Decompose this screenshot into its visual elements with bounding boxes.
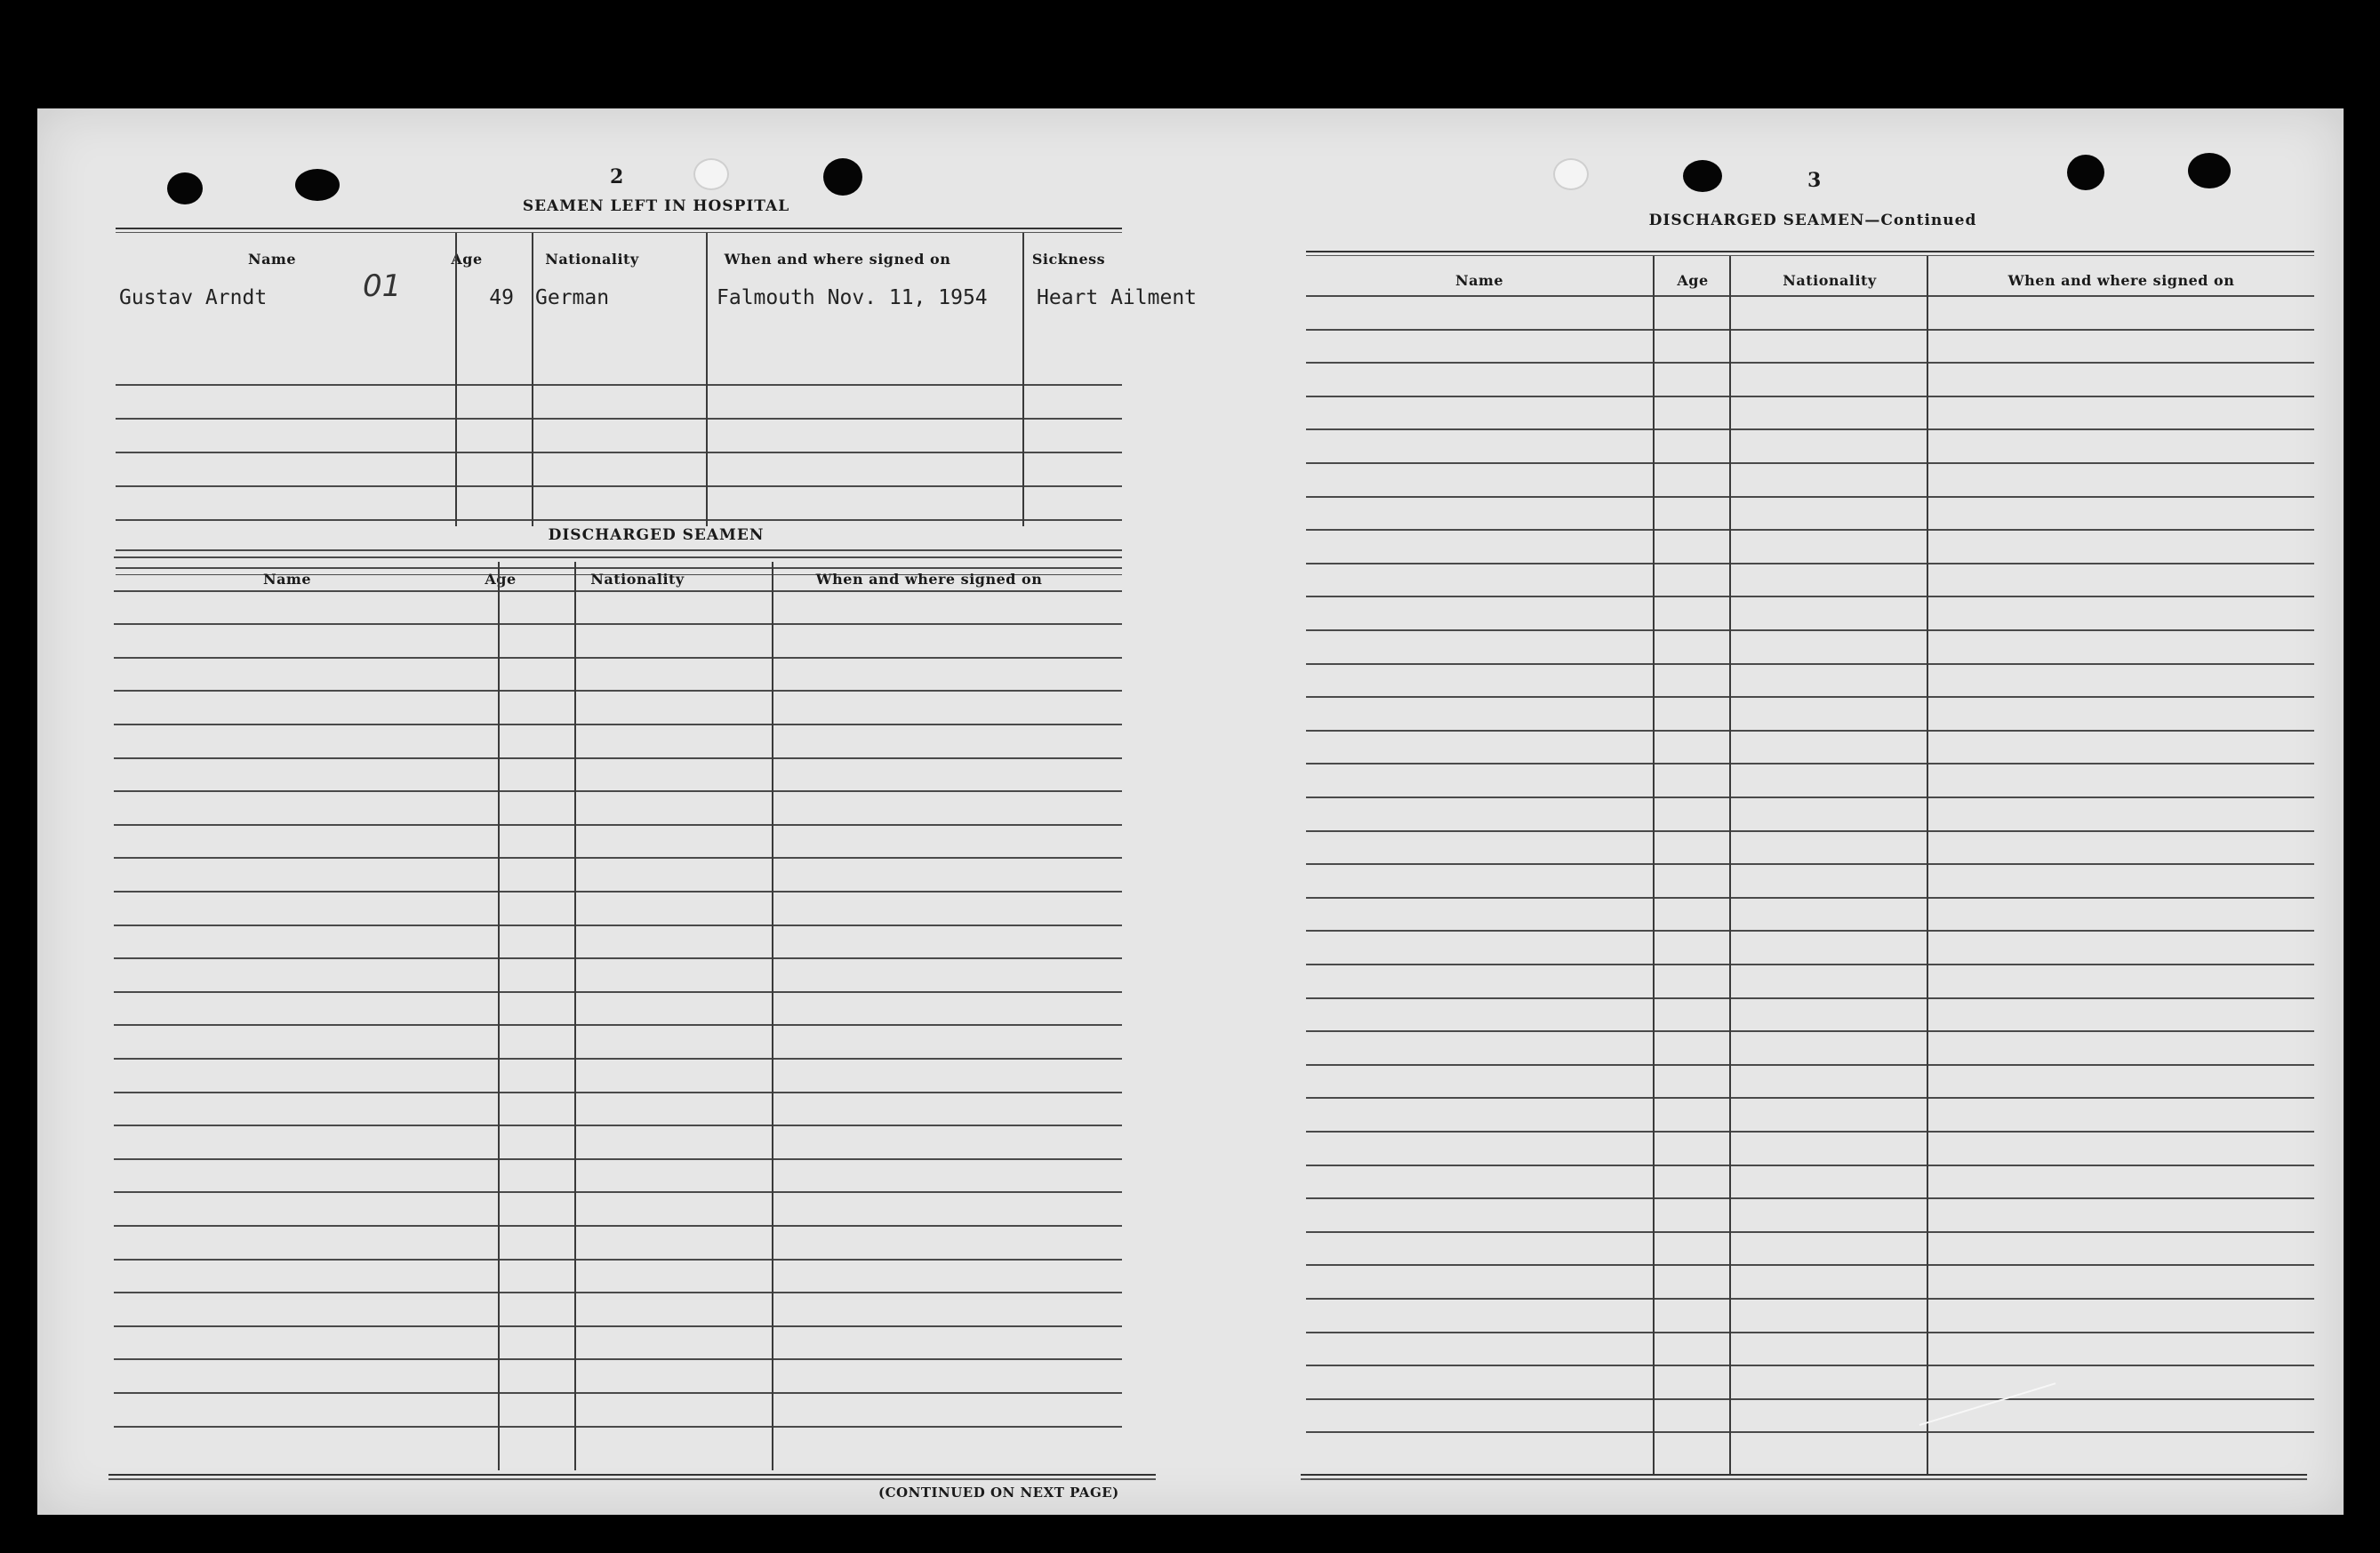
table-top-rule xyxy=(1306,251,2314,256)
row-rule xyxy=(116,452,1122,453)
continued-footer: (CONTINUED ON NEXT PAGE) xyxy=(878,1485,1119,1501)
column-divider xyxy=(1927,256,1928,1474)
discharged-section-title: DISCHARGED SEAMEN xyxy=(548,526,765,544)
punch-hole-icon xyxy=(167,172,203,204)
row-rule xyxy=(116,549,1122,551)
row-rule xyxy=(114,1225,1122,1227)
row-rule xyxy=(114,690,1122,692)
row-rule xyxy=(1306,1264,2314,1266)
column-divider xyxy=(1729,256,1731,1474)
left-page xyxy=(37,108,1198,1515)
row-rule xyxy=(1306,362,2314,364)
cell-sickness: Heart Ailment xyxy=(1037,286,1198,309)
row-rule xyxy=(1306,863,2314,865)
scanned-document xyxy=(37,108,2344,1515)
row-rule xyxy=(1306,1030,2314,1032)
punch-hole-icon xyxy=(2188,153,2231,188)
row-rule xyxy=(114,623,1122,625)
row-rule xyxy=(1306,1197,2314,1199)
row-rule xyxy=(1306,1332,2314,1333)
column-divider xyxy=(772,562,773,1470)
cell-nationality: German xyxy=(535,286,610,309)
column-header-name: Name xyxy=(1454,272,1504,289)
row-rule xyxy=(114,590,1122,592)
row-rule xyxy=(114,1358,1122,1360)
column-header-signed-on: When and where signed on xyxy=(2007,272,2235,289)
row-rule xyxy=(1306,997,2314,999)
row-rule xyxy=(114,891,1122,893)
row-rule xyxy=(1306,1398,2314,1400)
row-rule xyxy=(1306,596,2314,597)
column-header-nationality: Nationality xyxy=(1783,272,1877,289)
row-rule xyxy=(1306,1097,2314,1099)
row-rule xyxy=(1306,1231,2314,1233)
row-rule xyxy=(114,1392,1122,1394)
row-rule xyxy=(116,485,1122,487)
row-rule xyxy=(1306,563,2314,564)
row-rule xyxy=(114,957,1122,959)
punch-hole-icon xyxy=(295,169,340,201)
handwritten-mark: 01 xyxy=(363,268,402,304)
row-rule xyxy=(114,925,1122,926)
row-rule xyxy=(1306,1365,2314,1366)
row-rule xyxy=(114,1292,1122,1293)
column-divider xyxy=(532,233,533,526)
row-rule xyxy=(1306,295,2314,297)
punch-hole-icon xyxy=(823,158,862,196)
row-rule xyxy=(1306,1298,2314,1300)
row-rule xyxy=(1306,663,2314,665)
column-header-signed-on: When and where signed on xyxy=(815,571,1043,588)
row-rule xyxy=(114,1024,1122,1026)
right-page xyxy=(1190,108,2344,1515)
table-top-rule xyxy=(116,228,1122,233)
cell-signed-on: Falmouth Nov. 11, 1954 xyxy=(717,286,988,309)
punch-hole-icon xyxy=(1683,160,1722,192)
column-header-name: Name xyxy=(247,251,297,268)
row-rule xyxy=(1306,964,2314,965)
row-rule xyxy=(114,1092,1122,1093)
row-rule xyxy=(1306,730,2314,732)
column-header-age: Age xyxy=(485,571,517,588)
row-rule xyxy=(1306,1431,2314,1433)
column-header-signed-on: When and where signed on xyxy=(724,251,951,268)
row-rule xyxy=(116,418,1122,420)
row-rule xyxy=(1306,1165,2314,1166)
row-rule xyxy=(1306,763,2314,764)
row-rule xyxy=(116,519,1122,521)
column-header-nationality: Nationality xyxy=(545,251,639,268)
punch-hole-icon xyxy=(693,158,729,190)
row-rule xyxy=(1306,897,2314,899)
column-header-sickness: Sickness xyxy=(1031,251,1106,268)
row-rule xyxy=(114,790,1122,792)
row-rule xyxy=(114,857,1122,859)
row-rule xyxy=(114,1191,1122,1193)
row-rule xyxy=(114,757,1122,759)
row-rule xyxy=(114,724,1122,725)
column-divider xyxy=(1653,256,1655,1474)
row-rule xyxy=(1306,462,2314,464)
row-rule xyxy=(1306,830,2314,832)
column-header-nationality: Nationality xyxy=(590,571,685,588)
row-rule xyxy=(1306,629,2314,631)
bottom-rule xyxy=(1301,1474,2307,1480)
bottom-rule xyxy=(108,1474,1156,1480)
row-rule xyxy=(1306,930,2314,932)
row-rule xyxy=(114,1426,1122,1428)
column-header-age: Age xyxy=(451,251,483,268)
row-rule xyxy=(114,1158,1122,1160)
row-rule xyxy=(1306,496,2314,498)
punch-hole-icon xyxy=(1553,158,1589,190)
cell-name: Gustav Arndt xyxy=(119,286,268,309)
column-divider xyxy=(706,233,708,526)
row-rule xyxy=(1306,1131,2314,1133)
column-divider xyxy=(455,233,457,526)
row-rule xyxy=(114,657,1122,659)
row-rule xyxy=(1306,696,2314,698)
row-rule xyxy=(114,1058,1122,1060)
row-rule xyxy=(114,1125,1122,1126)
column-divider xyxy=(1022,233,1024,526)
column-divider xyxy=(498,562,500,1470)
row-rule xyxy=(114,556,1122,558)
hospital-section-title: SEAMEN LEFT IN HOSPITAL xyxy=(522,197,790,215)
row-rule xyxy=(1306,529,2314,531)
column-header-age: Age xyxy=(1677,272,1709,289)
discharged-continued-title: DISCHARGED SEAMEN—Continued xyxy=(1648,212,1977,229)
punch-hole-icon xyxy=(2067,155,2104,190)
column-divider xyxy=(574,562,576,1470)
page-number: 2 xyxy=(610,165,624,188)
discharged-table-left xyxy=(114,556,1122,1474)
row-rule xyxy=(1306,396,2314,397)
row-rule xyxy=(114,991,1122,993)
row-rule xyxy=(114,1259,1122,1261)
row-rule xyxy=(114,1325,1122,1327)
row-rule xyxy=(1306,428,2314,430)
page-number: 3 xyxy=(1807,169,1822,192)
row-rule xyxy=(116,384,1122,386)
column-header-name: Name xyxy=(262,571,312,588)
row-rule xyxy=(114,824,1122,826)
row-rule xyxy=(1306,797,2314,798)
row-rule xyxy=(1306,329,2314,331)
row-rule xyxy=(1306,1064,2314,1066)
discharged-table-right xyxy=(1306,251,2314,1485)
cell-age: 49 xyxy=(489,286,514,309)
